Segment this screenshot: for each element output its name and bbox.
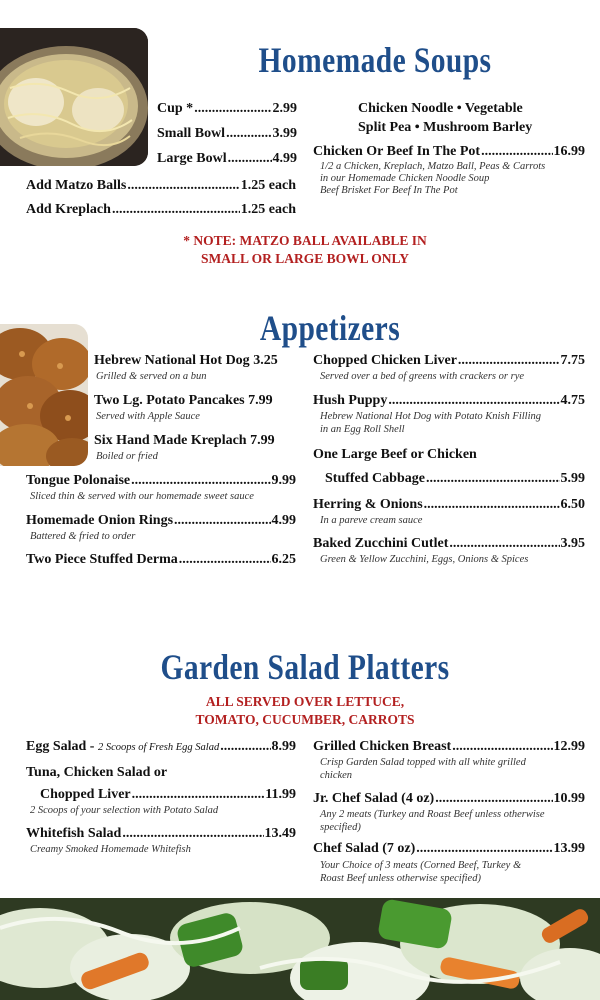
appetizer-item: [313, 496, 585, 514]
appetizer-desc: In a pareve cream sauce: [320, 515, 423, 526]
salad-inline-desc: 2 Scoops of Fresh Egg Salad: [97, 742, 220, 753]
appetizer-desc: Battered & fried to order: [30, 531, 136, 542]
salad-desc: 2 Scoops of your selection with Potato Salad: [30, 805, 219, 816]
salad-desc: chicken: [320, 770, 353, 781]
appetizer-price: 5.99: [560, 471, 585, 486]
appetizer-desc: Sliced thin & served with our homemade sweet sauce: [30, 491, 254, 502]
appetizer-price: 4.99: [271, 513, 296, 528]
appetizer-desc: Green & Yellow Zucchini, Eggs, Onions & Spices: [320, 554, 529, 565]
soup-size-row: [157, 100, 297, 118]
appetizers-title: Appetizers: [259, 308, 401, 348]
salad-price: 13.49: [264, 826, 296, 841]
salad-name: Jr. Chef Salad (4 oz): [313, 791, 435, 806]
soup-pot-desc2: in our Homemade Chicken Noodle Soup: [320, 173, 490, 184]
appetizer-desc: Boiled or fried: [96, 451, 158, 462]
soup-addon-row: [26, 201, 296, 219]
salad-photo: [0, 898, 600, 1000]
soup-size-name: Small Bowl: [157, 126, 226, 141]
appetizer-desc: Grilled & served on a bun: [96, 371, 207, 382]
appetizer-name: Stuffed Cabbage: [325, 471, 425, 486]
appetizer-name: Two Lg. Potato Pancakes: [94, 393, 245, 408]
appetizer-price: 4.75: [560, 393, 585, 408]
soup-flavors-line1: Chicken Noodle • Vegetable: [358, 101, 523, 116]
soup-addon-price: 1.25 each: [240, 178, 296, 193]
appetizer-price: 7.99: [248, 393, 273, 408]
soup-pot-row: [313, 143, 585, 161]
appetizer-price: 6.50: [560, 497, 585, 512]
salad-item: [26, 825, 296, 843]
appetizer-name: Herring & Onions: [313, 497, 423, 512]
soup-pot-desc1: 1/2 a Chicken, Kreplach, Matzo Ball, Peas & Carrots: [320, 161, 546, 172]
appetizer-item: [313, 392, 585, 410]
potato-pancakes-photo: [0, 324, 88, 466]
salad-desc: Any 2 meats (Turkey and Roast Beef unless otherwise: [320, 809, 545, 820]
salads-title: Garden Salad Platters: [160, 647, 450, 687]
appetizer-name: Two Piece Stuffed Derma: [26, 552, 178, 567]
salad-name: Whitefish Salad: [26, 826, 122, 841]
appetizer-price: 7.75: [560, 353, 585, 368]
salad-price: 13.99: [553, 841, 585, 856]
salad-name: Egg Salad -: [26, 739, 95, 754]
soup-addon-name: Add Matzo Balls: [26, 178, 127, 193]
appetizer-price: 9.99: [271, 473, 296, 488]
appetizer-item: [313, 535, 585, 553]
soup-size-price: 4.99: [272, 151, 297, 166]
soup-addon-name: Add Kreplach: [26, 202, 111, 217]
appetizer-desc: in an Egg Roll Shell: [320, 424, 405, 435]
salad-price: 11.99: [265, 787, 296, 802]
appetizer-item: [26, 472, 296, 490]
appetizer-desc: Hebrew National Hot Dog with Potato Knish Filling: [320, 411, 541, 422]
salad-item: [313, 738, 585, 756]
appetizer-item: [26, 512, 296, 530]
salad-item: [26, 738, 296, 757]
appetizer-price: 7.99: [250, 433, 275, 448]
soup-addon-row: [26, 177, 296, 195]
soups-title: Homemade Soups: [258, 40, 492, 80]
soup-pot-desc3: Beef Brisket For Beef In The Pot: [320, 185, 458, 196]
salad-item: [313, 840, 585, 858]
soup-note-line1: * NOTE: MATZO BALL AVAILABLE IN: [183, 233, 427, 248]
appetizer-price: 6.25: [271, 552, 296, 567]
salad-price: 10.99: [553, 791, 585, 806]
soup-size-name: Cup *: [157, 101, 194, 116]
salad-desc: Crisp Garden Salad topped with all white grilled: [320, 757, 526, 768]
soup-size-row: [157, 150, 297, 168]
salad-price: 8.99: [271, 739, 296, 754]
appetizer-item: [26, 551, 296, 569]
salad-desc: Your Choice of 3 meats (Corned Beef, Turkey &: [320, 860, 522, 871]
appetizer-name: Hush Puppy: [313, 393, 388, 408]
soup-size-row: [157, 125, 297, 143]
appetizer-price: 3.25: [253, 353, 278, 368]
appetizer-item: [94, 432, 275, 450]
salad-item: [40, 786, 296, 804]
appetizer-item: [325, 470, 585, 488]
soup-addon-price: 1.25 each: [240, 202, 296, 217]
appetizer-name: Hebrew National Hot Dog: [94, 353, 250, 368]
appetizer-item: [94, 352, 278, 370]
soup-size-price: 2.99: [272, 101, 297, 116]
appetizer-desc: Served over a bed of greens with crackers or rye: [320, 371, 525, 382]
soup-size-price: 3.99: [272, 126, 297, 141]
soup-note-line2: SMALL OR LARGE BOWL ONLY: [200, 251, 410, 266]
salad-name: Chopped Liver: [40, 787, 131, 802]
appetizer-item: [313, 352, 585, 370]
salad-line: Tuna, Chicken Salad or: [26, 765, 168, 780]
salad-desc: Roast Beef unless otherwise specified): [320, 873, 481, 884]
salads-subtitle-line1: ALL SERVED OVER LETTUCE,: [205, 694, 405, 709]
salad-desc: Creamy Smoked Homemade Whitefish: [30, 844, 191, 855]
appetizer-name: Homemade Onion Rings: [26, 513, 174, 528]
salad-price: 12.99: [553, 739, 585, 754]
appetizer-line: One Large Beef or Chicken: [313, 447, 477, 462]
soup-pot-price: 16.99: [553, 144, 585, 159]
salad-item: [313, 790, 585, 808]
appetizer-name: Chopped Chicken Liver: [313, 353, 457, 368]
appetizer-name: Baked Zucchini Cutlet: [313, 536, 449, 551]
appetizer-item: [94, 392, 273, 410]
salad-name: Grilled Chicken Breast: [313, 739, 452, 754]
appetizer-price: 3.95: [560, 536, 585, 551]
salads-subtitle-line2: TOMATO, CUCUMBER, CARROTS: [195, 712, 415, 727]
soup-size-name: Large Bowl: [157, 151, 227, 166]
salad-desc: specified): [320, 822, 361, 833]
appetizer-desc: Served with Apple Sauce: [96, 411, 200, 422]
soup-flavors-line2: Split Pea • Mushroom Barley: [358, 120, 533, 135]
soup-pot-name: Chicken Or Beef In The Pot: [313, 144, 481, 159]
appetizer-name: Six Hand Made Kreplach: [94, 433, 247, 448]
soup-photo: [0, 28, 148, 166]
appetizer-name: Tongue Polonaise: [26, 473, 131, 488]
salad-name: Chef Salad (7 oz): [313, 841, 416, 856]
